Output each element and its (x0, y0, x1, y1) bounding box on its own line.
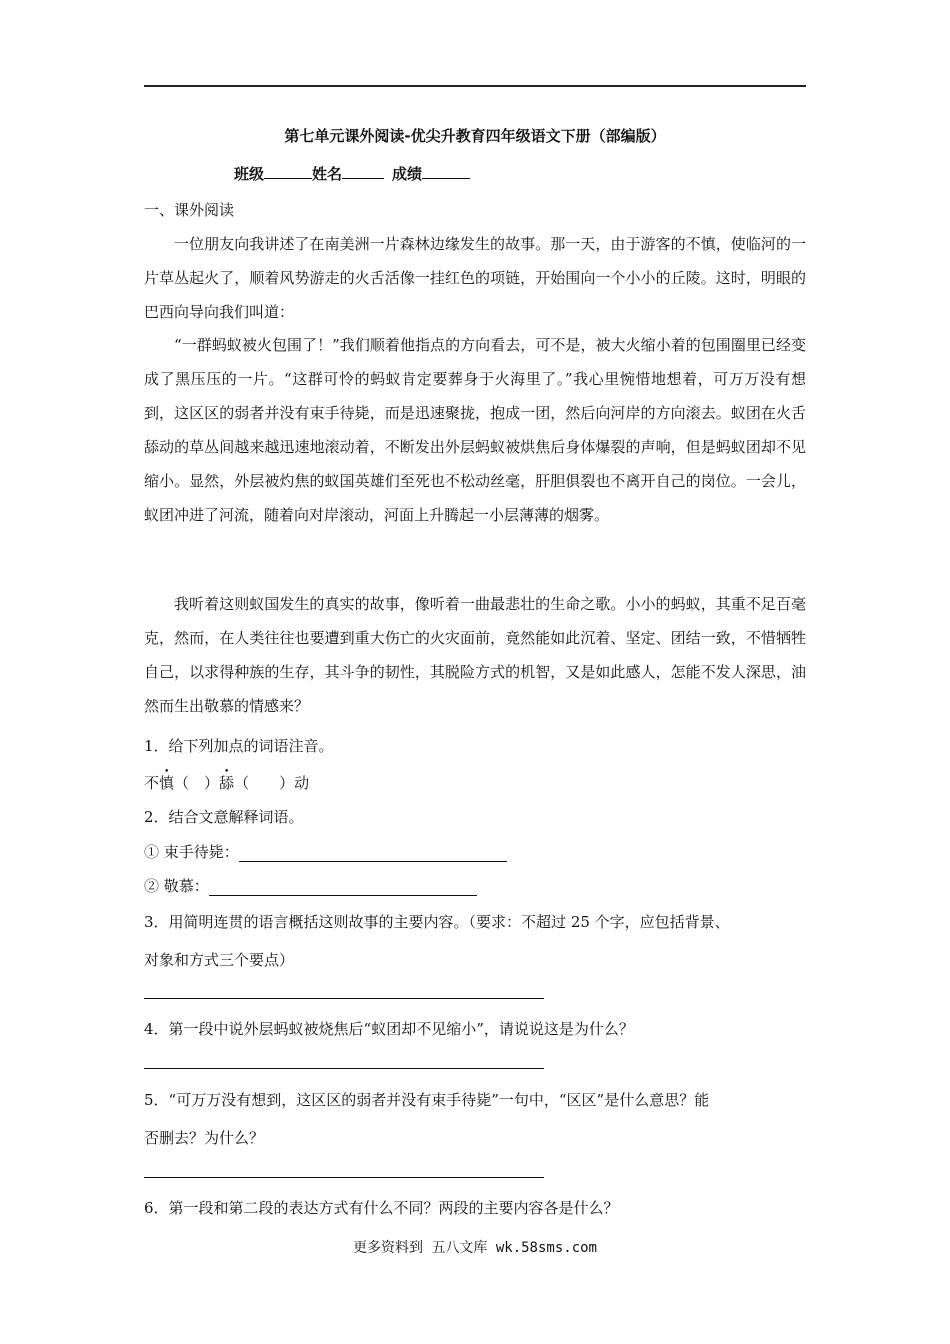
q2b-label: ② 敬慕： (144, 877, 209, 895)
q5-answer-line[interactable] (144, 1177, 544, 1178)
paragraph-2: “一群蚂蚁被火包围了！”我们顺着他指点的方向看去，可不是，被大火缩小着的包围圈里已经变成了黑压压的一片。“这群可怜的蚂蚁肯定要葬身于火海里了。”我心里惋惜地想着，可万万没有想到，这区区的弱者并没有束手待毙，而是迅速聚拢，抱成一团，然后向河岸的方向滚去。蚁团在火舌舔动的草丛间越来越迅速地滚动着，不断发出外层蚂蚁被烘焦后身体爆裂的声响，但是蚂蚁团却不见缩小。显然，外层被灼焦的蚁国英雄们至死也不松动丝毫，肝胆俱裂也不离开自己的岗位。一会儿，蚁团冲进了河流，随着向对岸滚动，河面上升腾起一小层薄薄的烟雾。 (144, 336, 806, 524)
name-label: 姓名 (312, 165, 343, 183)
q2b-answer-line[interactable] (209, 879, 477, 896)
class-blank[interactable] (264, 164, 312, 179)
page-title: 第七单元课外阅读-优尖升教育四年级语文下册（部编版） (284, 127, 666, 145)
q3-answer-line[interactable] (144, 998, 544, 999)
question-6: 6．第一段和第二段的表达方式有什么不同？两段的主要内容各是什么？ (144, 1199, 619, 1217)
question-2b (144, 876, 477, 896)
footer-link[interactable]: 更多资料到 五八文库 wk.58sms.com (352, 1240, 597, 1256)
question-3-line2: 对象和方式三个要点） (144, 951, 295, 969)
question-5-line1: 5．“可万万没有想到，这区区的弱者并没有束手待毙”一句中，“区区”是什么意思？能 (144, 1091, 710, 1109)
q1-paren1[interactable]: （ ） (174, 774, 220, 792)
question-2a (144, 842, 507, 862)
class-label: 班级 (234, 165, 265, 183)
name-blank[interactable] (342, 164, 384, 179)
section-heading: 一、课外阅读 (144, 201, 235, 219)
paragraph-3: 我听着这则蚁国发生的真实的故事，像听着一曲最悲壮的生命之歌。小小的蚂蚁，其重不足百毫克，然而，在人类往往也要遭到重大伤亡的火灾面前，竟然能如此沉着、坚定、团结一致，不惜牺牲自己，以求得种族的生存，其斗争的韧性，其脱险方式的机智，又是如此感人，怎能不发人深思，油然而生出敬慕的情感来？ (144, 595, 806, 715)
q1-word1-a: 不 (144, 774, 160, 792)
question-1: 1．给下列加点的词语注音。 (144, 737, 334, 755)
q2a-label: ① 束手待毙： (144, 843, 239, 861)
header-rule (144, 85, 806, 87)
question-5-line2: 否删去？为什么？ (144, 1129, 265, 1147)
paragraph-1: 一位朋友向我讲述了在南美洲一片森林边缘发生的故事。那一天，由于游客的不慎，使临河的一片草丛起火了，顺着风势游走的火舌活像一挂红色的项链，开始围向一个小小的丘陵。这时，明眼的巴西向导向我们叫道： (144, 235, 806, 321)
q2a-answer-line[interactable] (239, 845, 507, 862)
score-label: 成绩 (392, 165, 423, 183)
q4-answer-line[interactable] (144, 1068, 544, 1069)
question-2: 2．结合文意解释词语。 (144, 808, 304, 826)
student-info-line (234, 163, 470, 184)
q1-word2-b: 动 (294, 774, 310, 792)
question-3-line1: 3．用简明连贯的语言概括这则故事的主要内容。（要求：不超过 25 个字，应包括背景、 (144, 913, 730, 931)
q1-word1-b: 慎 (159, 774, 175, 792)
q1-word2-a: 舔 (219, 774, 235, 792)
q1-paren2[interactable]: （ ） (234, 774, 295, 792)
question-4: 4．第一段中说外层蚂蚁被烧焦后“蚁团却不见缩小”，请说说这是为什么？ (144, 1020, 634, 1038)
score-blank[interactable] (422, 164, 470, 179)
question-1-items (144, 773, 309, 793)
